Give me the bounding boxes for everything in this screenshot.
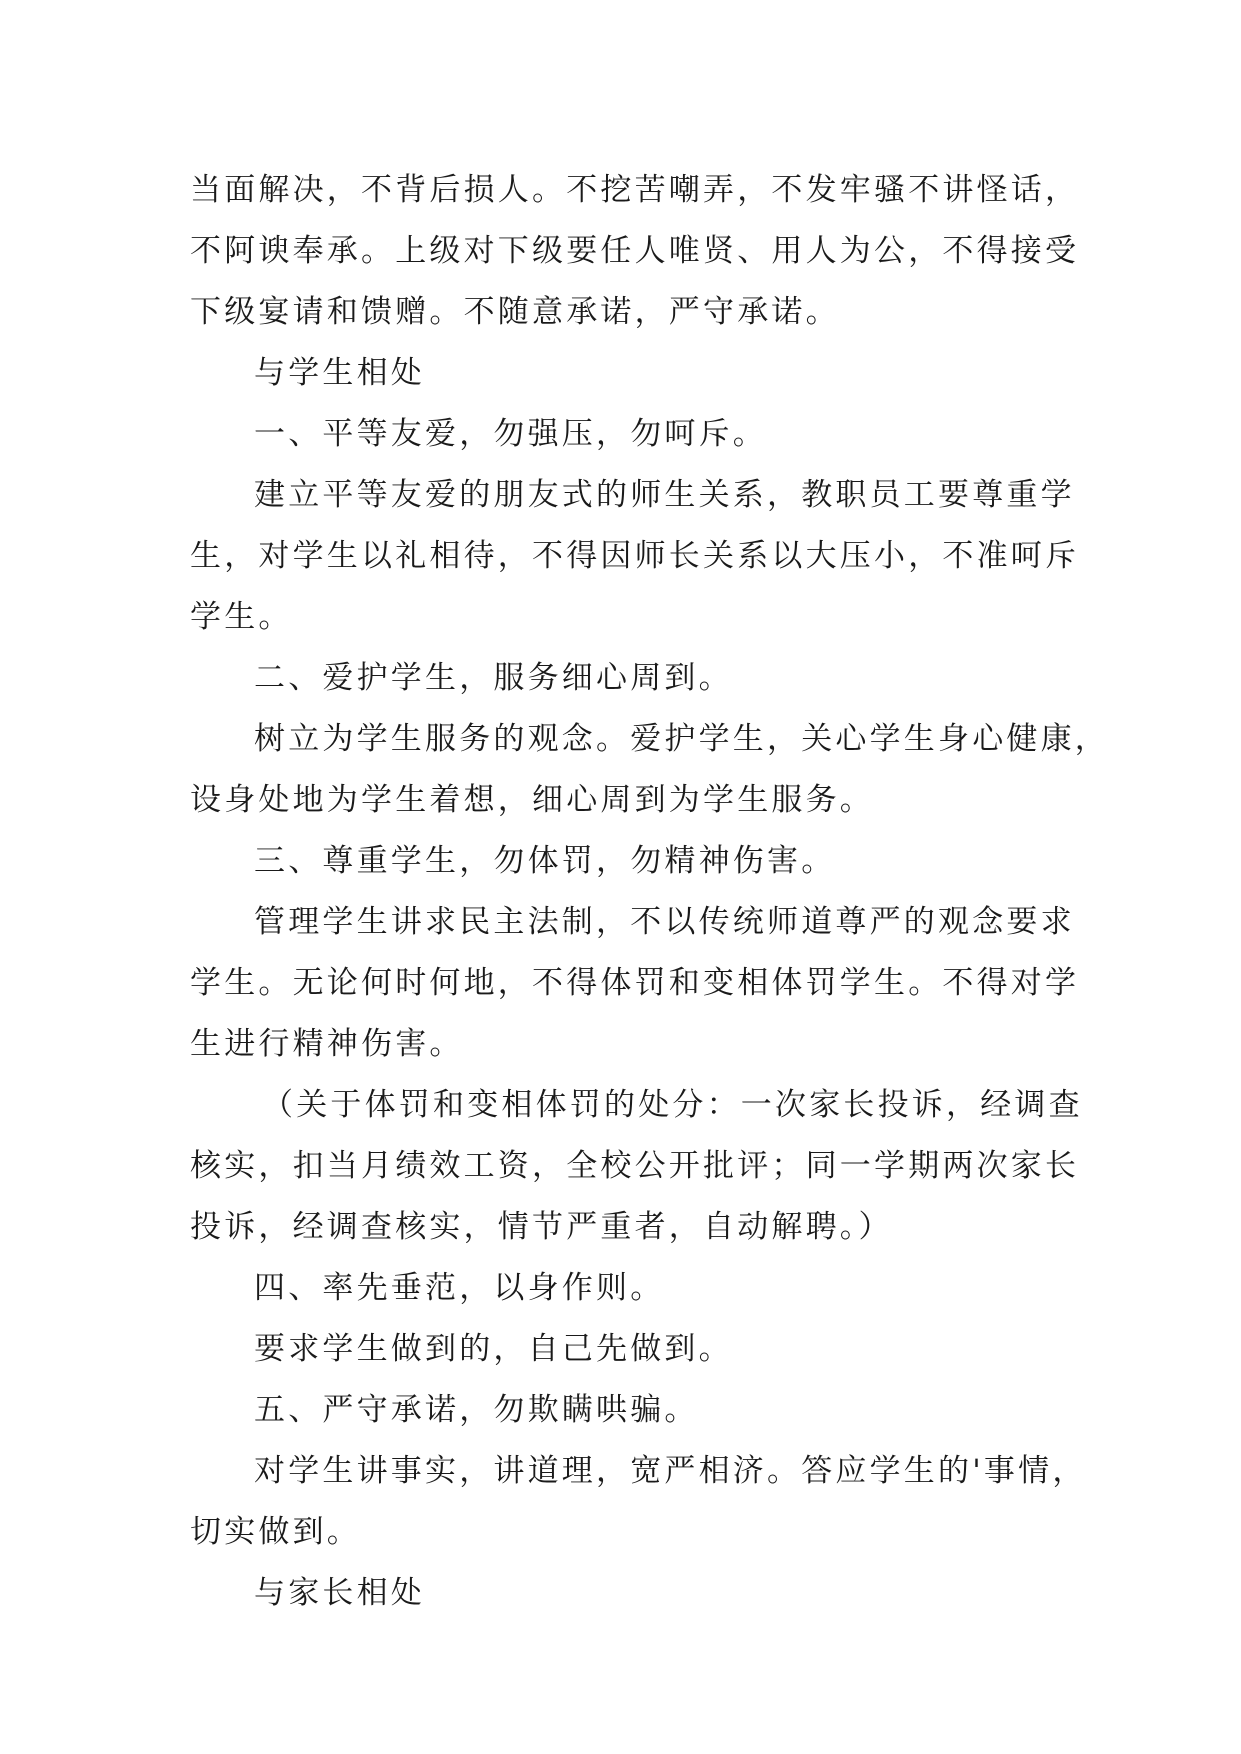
document-body bbox=[190, 160, 1109, 1624]
paragraph-line: 切实做到。 bbox=[190, 1514, 361, 1550]
section-heading: 与学生相处 bbox=[254, 355, 425, 391]
paragraph-line: 不阿谀奉承。上级对下级要任人唯贤、用人为公，不得接受 bbox=[190, 233, 1080, 269]
paragraph-line: 下级宴请和馈赠。不随意承诺，严守承诺。 bbox=[190, 294, 840, 330]
paragraph-line: 生进行精神伤害。 bbox=[190, 1026, 464, 1062]
item-heading: 四、率先垂范，以身作则。 bbox=[254, 1270, 665, 1306]
item-heading: 三、尊重学生，勿体罚，勿精神伤害。 bbox=[254, 843, 836, 879]
item-heading: 一、平等友爱，勿强压，勿呵斥。 bbox=[254, 416, 767, 452]
paragraph-line: 设身处地为学生着想，细心周到为学生服务。 bbox=[190, 782, 874, 818]
paragraph-line: 要求学生做到的，自己先做到。 bbox=[254, 1331, 733, 1367]
paragraph-line: 建立平等友爱的朋友式的师生关系，教职员工要尊重学 bbox=[254, 477, 1075, 513]
paragraph-line: 学生。 bbox=[190, 599, 293, 635]
paragraph-line: 对学生讲事实，讲道理，宽严相济。答应学生的'事情， bbox=[254, 1453, 1087, 1489]
paragraph-line: 核实，扣当月绩效工资，全校公开批评；同一学期两次家长 bbox=[190, 1148, 1080, 1184]
paragraph-line: 学生。无论何时何地，不得体罚和变相体罚学生。不得对学 bbox=[190, 965, 1080, 1001]
section-heading: 与家长相处 bbox=[254, 1575, 425, 1611]
paragraph-line: 管理学生讲求民主法制，不以传统师道尊严的观念要求 bbox=[254, 904, 1075, 940]
item-heading: 二、爱护学生，服务细心周到。 bbox=[254, 660, 733, 696]
paragraph-line: 树立为学生服务的观念。爱护学生，关心学生身心健康， bbox=[254, 721, 1109, 757]
paragraph-line: 投诉，经调查核实，情节严重者，自动解聘。） bbox=[190, 1209, 893, 1245]
paragraph-line: 当面解决，不背后损人。不挖苦嘲弄，不发牢骚不讲怪话， bbox=[190, 172, 1080, 208]
item-heading: 五、严守承诺，勿欺瞒哄骗。 bbox=[254, 1392, 699, 1428]
paragraph-line: （关于体罚和变相体罚的处分：一次家长投诉，经调查 bbox=[262, 1087, 1083, 1123]
paragraph-line: 生，对学生以礼相待，不得因师长关系以大压小，不准呵斥 bbox=[190, 538, 1080, 574]
